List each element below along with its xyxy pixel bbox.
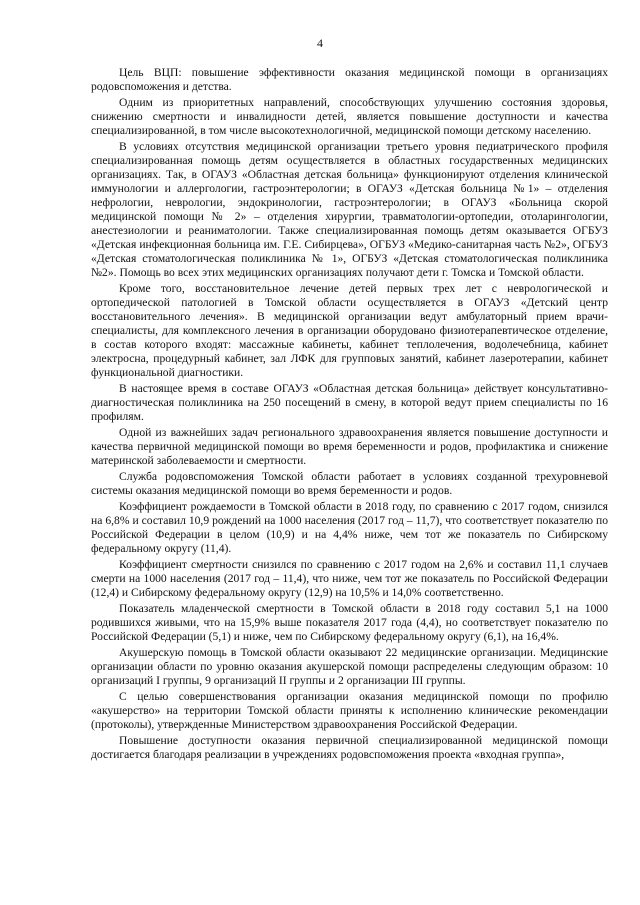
paragraph-goal: Цель ВЦП: повышение эффективности оказания медицинской помощи в организациях родовспоможения и детства.: [91, 66, 608, 93]
paragraph-infant-mortality: Показатель младенческой смертности в Томской области в 2018 году составил 5,1 на 1000 родившихся живыми, что на 15,9% выше показателя 2017 года (4,4), но соответствует показателю по Российской Федерации (5,1) и ниже, чем по Сибирскому федеральному округу (6,1), на 16,4%.: [91, 602, 608, 643]
paragraph-priorities: Одним из приоритетных направлений, способствующих улучшению состояния здоровья, снижению смертности и инвалидности детей, является повышение доступности и качества специализированной, в том числе высокотехнологичной, медицинской помощи детскому населению.: [91, 96, 608, 137]
document-body: [91, 66, 608, 764]
paragraph-mortality-rate: Коэффициент смертности снизился по сравнению с 2017 годом на 2,6% и составил 11,1 случаев смерти на 1000 населения (2017 год – 11,4), что ниже, чем тот же показатель по Российской Федерации (12,4) и Сибирскому федеральному округу (12,9) на 10,5% и 14,0% соответственно.: [91, 558, 608, 599]
paragraph-birth-rate: Коэффициент рождаемости в Томской области в 2018 году, по сравнению с 2017 годом, снизился на 6,8% и составил 10,9 рождений на 1000 населения (2017 год – 11,7), что соответствует показателю по Российской Федерации в целом (10,9) и на 4,4% ниже, чем тот же показатель по Сибирскому федеральному округу (11,4).: [91, 500, 608, 555]
paragraph-specialized-care: В условиях отсутствия медицинской организации третьего уровня педиатрического профиля специализированная помощь детям осуществляется в областных государственных медицинских организациях. Так, в ОГАУЗ «Областная детская больница» функционируют отделения клинической иммунологии и аллергологии, гастроэнтерологии; в ОГАУЗ «Детская больница №1» – отделения нефрологии, неврологии, эндокринологии, гастроэнтерологии; в ОГАУЗ «Больница скорой медицинской помощи № 2» – отделения хирургии, травматологии-ортопедии, отоларингологии, анестезиологии и реаниматологии. Также специализированная помощь детям оказывается ОГБУЗ «Детская инфекционная больница им. Г.Е. Сибирцева», ОГБУЗ «Медико-санитарная часть №2», ОГБУЗ «Детская стоматологическая поликлиника № 1», ОГБУЗ «Детская стоматологическая поликлиника №2». Помощь во всех этих медицинских организациях получают дети г. Томска и Томской области.: [91, 140, 608, 279]
paragraph-polyclinic: В настоящее время в составе ОГАУЗ «Областная детская больница» действует консультативно-диагностическая поликлиника на 250 посещений в смену, в которой ведут прием специалисты по 16 профилям.: [91, 382, 608, 423]
paragraph-entry-group: Повышение доступности оказания первичной специализированной медицинской помощи достигается благодаря реализации в учреждениях родовспоможения проекта «входная группа»,: [91, 734, 608, 761]
paragraph-clinical-guidelines: С целью совершенствования организации оказания медицинской помощи по профилю «акушерство» на территории Томской области приняты к исполнению клинические рекомендации (протоколы), утвержденные Министерством здравоохранения Российской Федерации.: [91, 690, 608, 731]
paragraph-obstetric-service: Служба родовспоможения Томской области работает в условиях созданной трехуровневой системы оказания медицинской помощи во время беременности и родов.: [91, 470, 608, 497]
paragraph-rehabilitation: Кроме того, восстановительное лечение детей первых трех лет с неврологической и ортопедической патологией в Томской области осуществляется в ОГАУЗ «Детский центр восстановительного лечения». В медицинской организации ведут амбулаторный прием врачи-специалисты, для комплексного лечения в организации оборудовано физиотерапевтическое отделение, в состав которого входят: массажные кабинеты, кабинет теплолечения, водолечебница, кабинет электросна, процедурный кабинет, зал ЛФК для групповых занятий, кабинет лазеротерапии, кабинет функциональной диагностики.: [91, 282, 608, 379]
paragraph-obstetric-organizations: Акушерскую помощь в Томской области оказывают 22 медицинские организации. Медицинские организации области по уровню оказания акушерской помощи распределены следующим образом: 10 организаций I группы, 9 организаций II группы и 2 организации III группы.: [91, 646, 608, 687]
paragraph-regional-tasks: Одной из важнейших задач регионального здравоохранения является повышение доступности и качества первичной медицинской помощи во время беременности и родов, профилактика и снижение материнской заболеваемости и смертности.: [91, 426, 608, 467]
page-number: 4: [317, 36, 323, 50]
